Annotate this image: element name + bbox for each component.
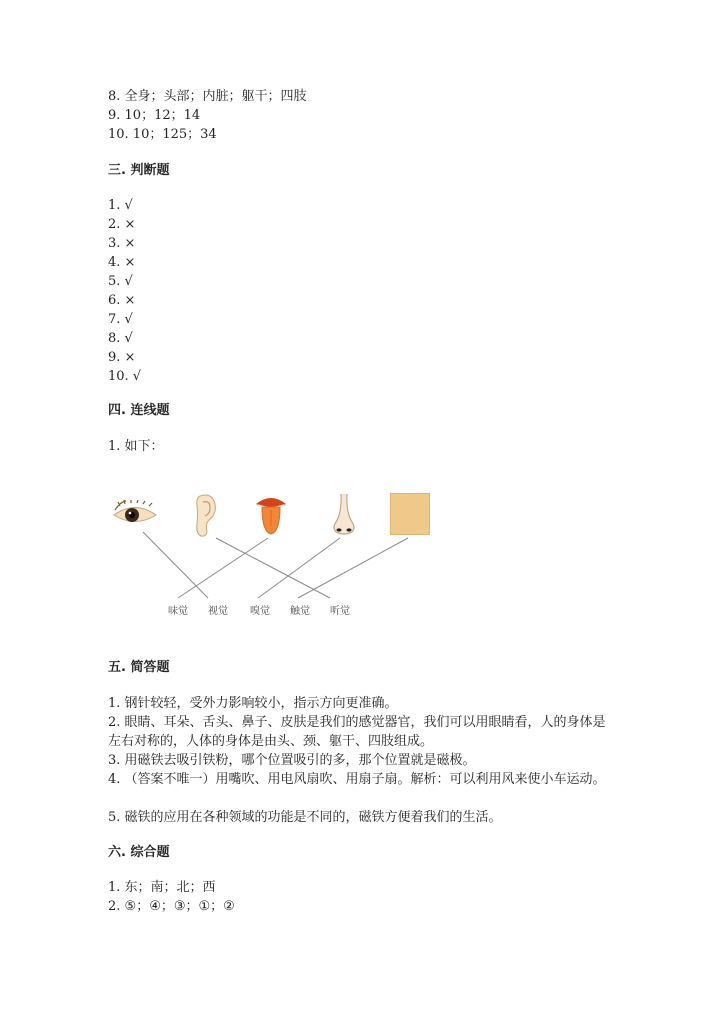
matching-intro: 1. 如下： [108,439,164,454]
short-answer-item: 3. 用磁铁去吸引铁粉，哪个位置吸引的多，那个位置就是磁极。 [108,753,476,768]
comprehensive-item: 1. 东；南；北；西 [108,880,216,895]
section-title-matching: 四. 连线题 [108,403,170,418]
judge-item: 9. × [108,350,136,365]
skin-icon [390,493,430,535]
sense-label: 触觉 [290,606,310,617]
short-answer-item: 5. 磁铁的应用在各种领域的功能是不同的，磁铁方便着我们的生活。 [108,810,502,825]
sense-label: 视觉 [208,606,228,617]
sense-label: 嗅觉 [250,606,270,617]
answer-line: 9. 10；12；14 [108,108,201,123]
judge-item: 5. √ [108,274,133,289]
short-answer-item: 1. 钢针较轻，受外力影响较小，指示方向更准确。 [108,696,398,711]
judge-item: 1. √ [108,198,133,213]
short-answer-item: 4. （答案不唯一）用嘴吹、用电风扇吹、用扇子扇。解析：可以利用风来使小车运动。 [108,772,606,787]
matching-diagram [108,484,438,624]
judge-item: 2. × [108,217,136,232]
judge-item: 3. × [108,236,136,251]
judge-item: 10. √ [108,369,142,384]
section-title-judge: 三. 判断题 [108,163,170,178]
section-title-comprehensive: 六. 综合题 [108,845,170,860]
ear-icon [194,492,218,542]
answer-line: 10. 10；125；34 [108,127,217,142]
judge-item: 4. × [108,255,136,270]
eye-icon [112,500,158,532]
answer-line: 8. 全身；头部；内脏；躯干；四肢 [108,89,307,104]
sense-label: 听觉 [330,606,350,617]
comprehensive-item: 2. ⑤；④；③；①；② [108,899,235,914]
judge-item: 6. × [108,293,136,308]
judge-item: 7. √ [108,312,133,327]
short-answer-item: 2. 眼睛、耳朵、舌头、鼻子、皮肤是我们的感觉器官，我们可以用眼睛看，人的身体是左右对称的，人体的身体是由头、颈、躯干、四肢组成。 [108,715,606,749]
sense-label: 味觉 [168,606,188,617]
tongue-icon [254,492,288,540]
nose-icon [330,492,358,542]
section-title-short-answer: 五. 简答题 [108,660,170,675]
judge-item: 8. √ [108,331,133,346]
